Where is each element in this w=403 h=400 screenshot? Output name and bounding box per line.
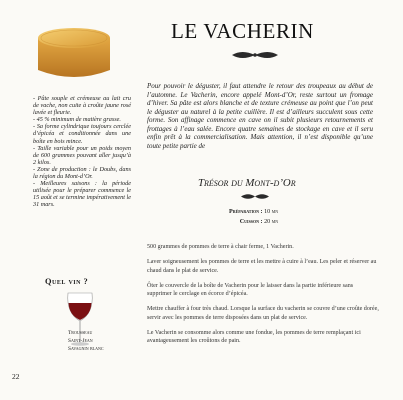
- fact-item: - Zone de production : le Doubs, dans la région du Mont-d’Or.: [33, 165, 131, 181]
- recipe-timing: [229, 207, 278, 227]
- recipe-step: Ôter le couvercle de la boîte de Vacherin pour le laisser dans la partie inférieure sans supprimer le cerclage en écorce d’épicéa.: [147, 282, 354, 298]
- fact-item: - Sa forme cylindrique toujours cerclée d’épicéa et conditionnée dans une boîte en bois mince.: [33, 123, 131, 145]
- prep-value: 10 mn: [264, 209, 279, 215]
- recipe-title: Trésor du Mont-d’Or: [198, 177, 296, 189]
- wine-pairing-title: Quel vin ?: [45, 277, 89, 286]
- recipe-step: Mettre chauffer à four très chaud. Lorsque la surface du vacherin se couvre d’une croûte dorée, servir avec les pommes de terre disposées dans un plat de service.: [147, 306, 379, 321]
- recipe-step: Laver soigneusement les pommes de terre et les mettre à cuire à l’eau. Les peler et réserver au chaud dans le plat de service.: [147, 259, 377, 274]
- decorative-ornament-icon: [240, 192, 270, 201]
- decorative-ornament-icon: [230, 49, 280, 61]
- cook-time: [229, 217, 278, 227]
- fact-item: - Taille variable pour un poids moyen de 600 grammes pouvant aller jusqu’à 2 kilos.: [33, 144, 131, 166]
- intro-paragraph: Pour pouvoir le déguster, il faut attendre le retour des troupeaux au début de l’automne. Le Vacherin, encore appelé Mont-d’Or, reste surtout un fromage d’hiver. Sa pâte est alors blanche et de texture crémeuse au point que l’on peut le déguster au naturel à la petite cuillère. Il est d’ailleurs succulent sous cette forme. Son affinage commence en cave on il subit plusieurs retournements et frottages à l’eau salée. Encore quatre semaines de stockage en cave et il seru enfin prêt à la commercialisation. Mais attention, il n’est disponible qu’une toute petite partie de: [147, 82, 373, 150]
- recipe-step: 500 grammes de pommes de terre à chair ferme, 1 Vacherin.: [147, 244, 294, 250]
- recipe-step: Le Vacherin se consomme alors comme une fondue, les pommes de terre remplaçant ici avantageusement les croûtons de pain.: [147, 329, 361, 345]
- page-number: 22: [12, 372, 20, 381]
- fact-item: - Pâte souple et crémeuse au lait cru de vache, non cuite à croûte jaune rosé lavée et fleurie.: [33, 95, 131, 117]
- vacherin-cheese-photo: [34, 26, 114, 86]
- intro-text: [147, 82, 373, 150]
- fact-item: - 45 % minimum de matière grasse.: [33, 116, 121, 124]
- recipe-steps: [147, 243, 379, 352]
- cheese-facts: [33, 95, 131, 209]
- page-title: LE VACHERIN: [171, 19, 314, 43]
- wine-item: Saint-Jean: [68, 337, 93, 344]
- cook-label: Cuisson :: [239, 219, 263, 226]
- cook-value: 20 mn: [264, 219, 279, 226]
- prep-label: Préparation :: [229, 209, 263, 215]
- wine-item: Trousseau: [68, 330, 93, 336]
- wine-list: [68, 330, 104, 353]
- prep-time: [229, 207, 278, 217]
- fact-item: - Meilleures saisons : la période utilisée pour le préparer commence le 15 août et se termine impérativement le 31 mars.: [33, 180, 131, 209]
- wine-item: Savagnin blanc: [68, 345, 104, 352]
